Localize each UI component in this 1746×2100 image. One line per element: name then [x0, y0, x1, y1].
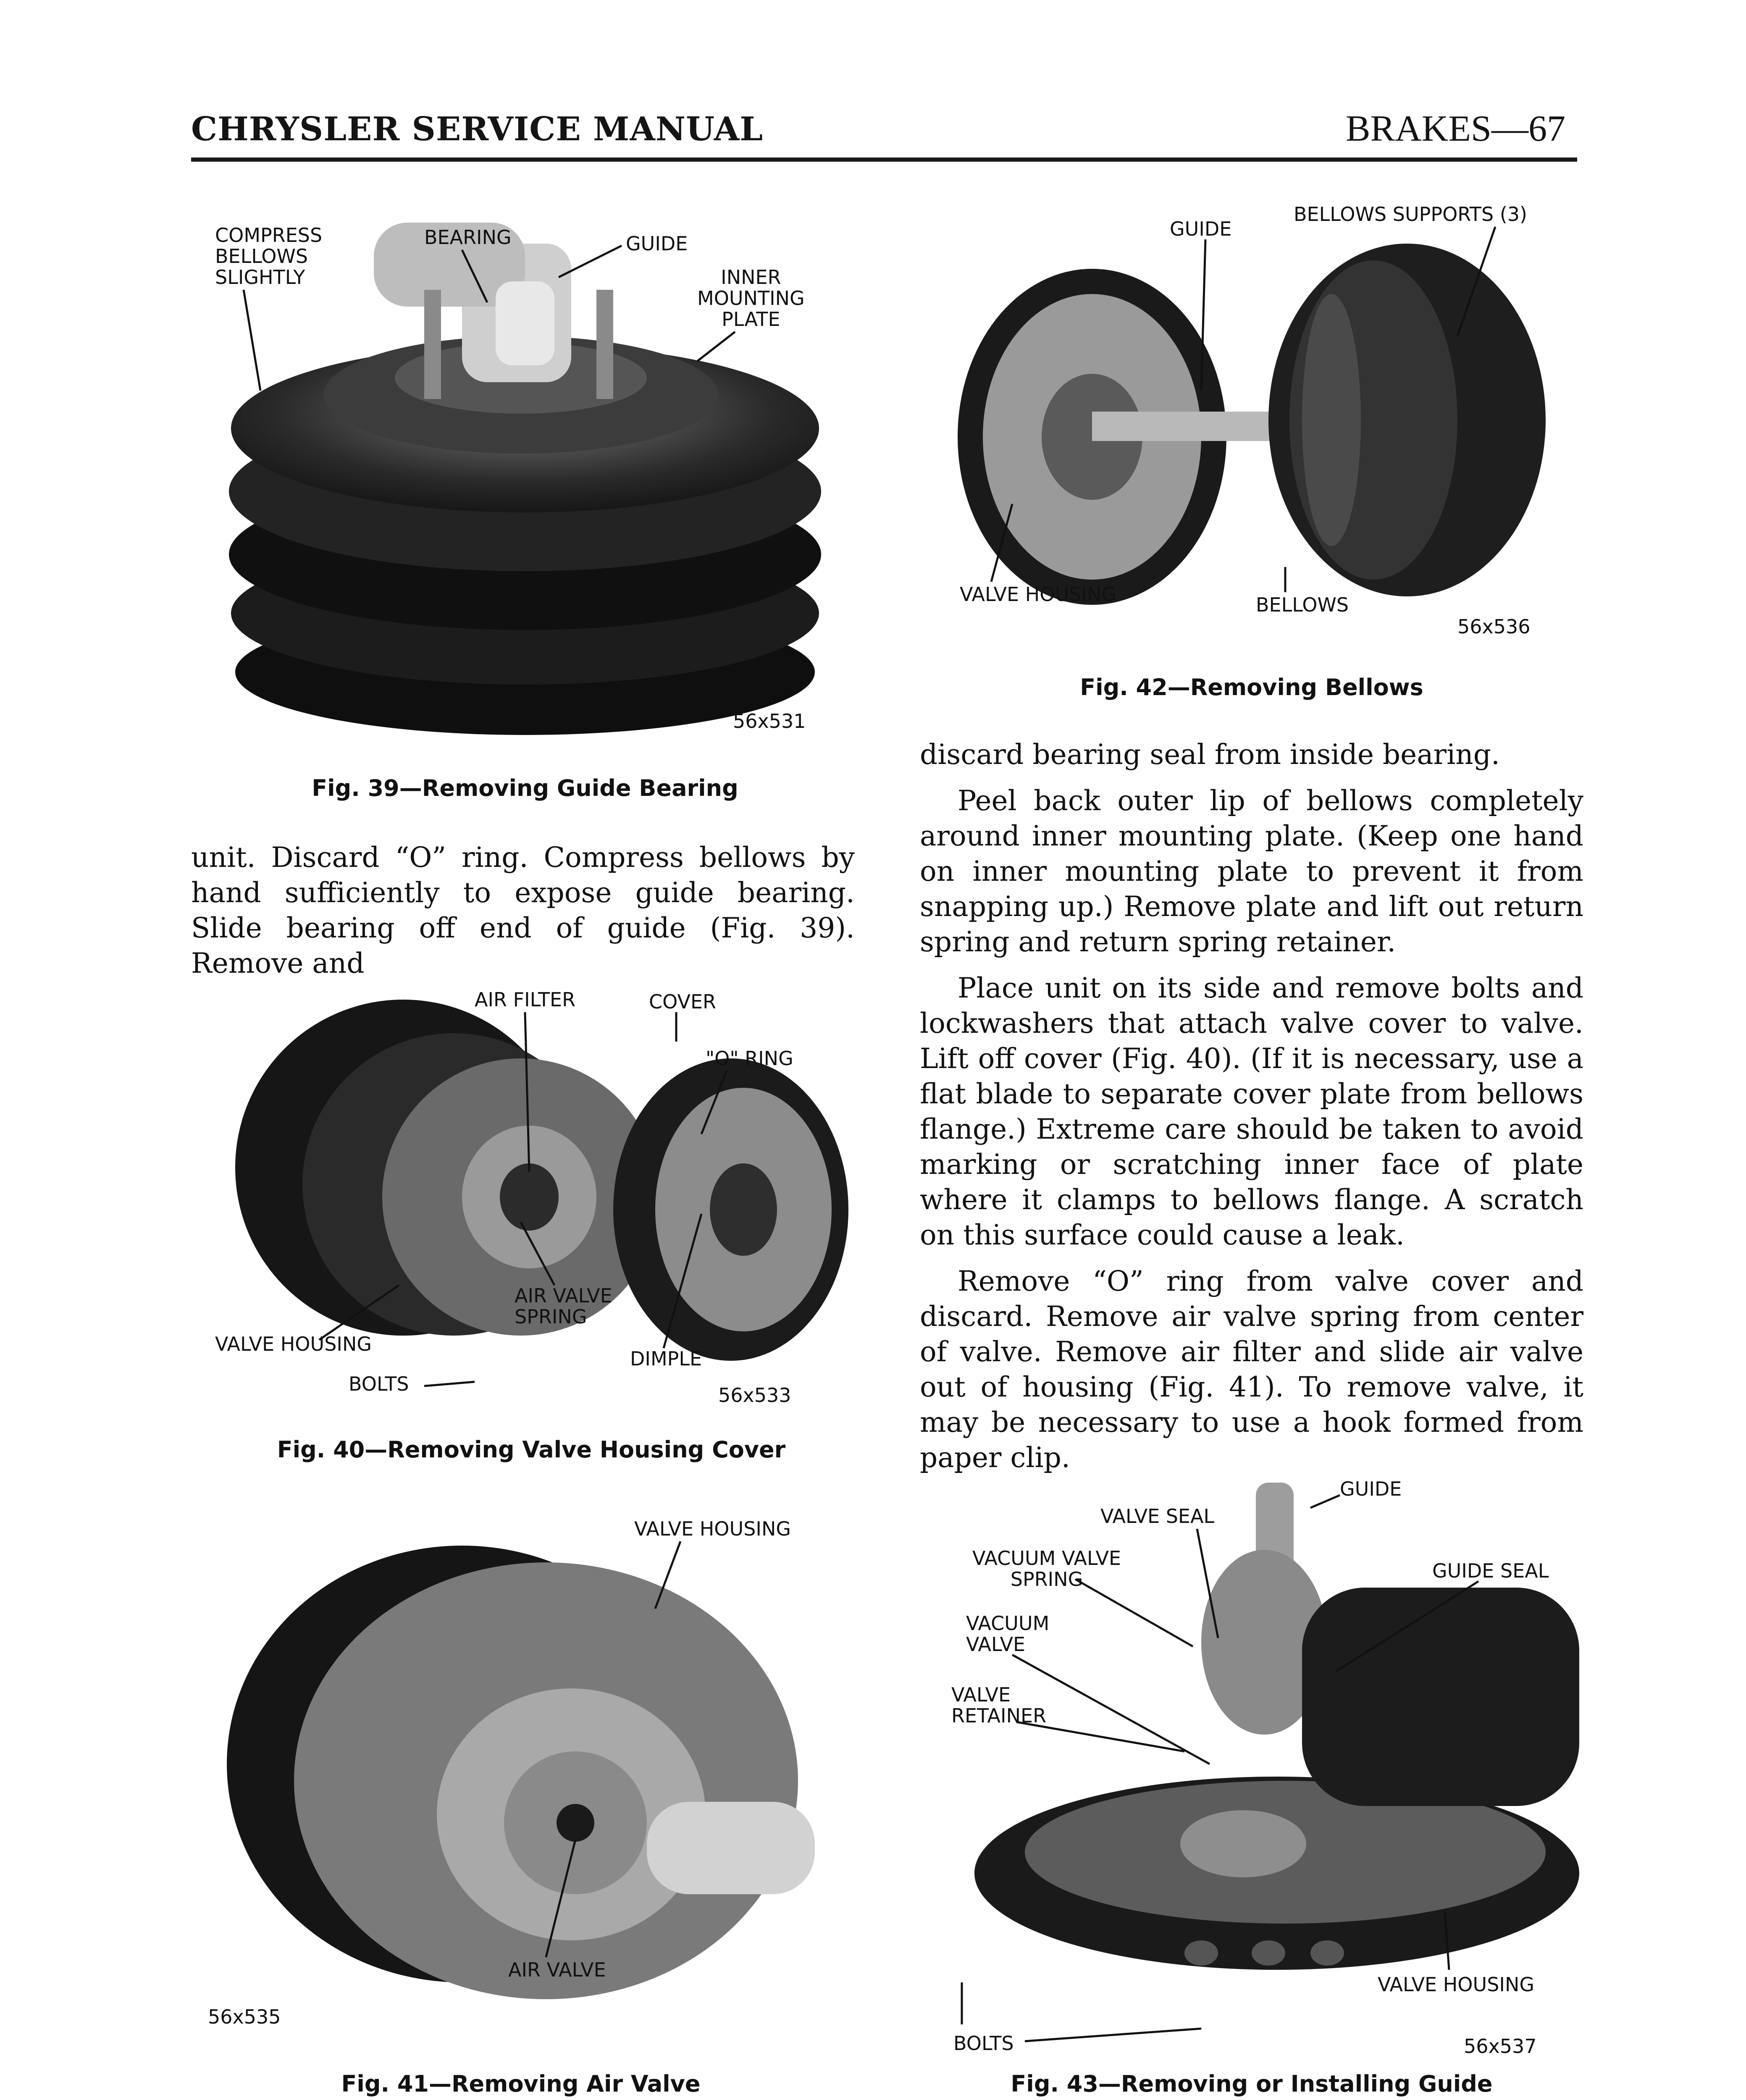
right-column-text: discard bearing seal from inside bearing. Peel back outer lip of bellows completely around inner mounting plate. (Keep one hand on inner mounting plate to prevent it from snapping up.) Remove plate and lift out return spring and return spring retainer. Place unit on its side and remove bolts and lockwashers that attach valve cover to valve. Lift off cover (Fig. 40). (If it is necessary, use a flat blade to separate cover plate from bellows flange.) Extreme care should be taken to avoid marking or scratching inner face of plate where it clamps to bellows flange. A scratch on this surface could cause a leak. Remove “O” ring from valve cover and discard. Remove air valve spring from center of valve. Remove air filter and slide air valve out of housing (Fig. 41). To remove valve, it may be necessary to use a hook formed from paper clip. — [920, 738, 1583, 1474]
fig42-code: 56x536 — [1457, 615, 1531, 638]
left-column-text: unit. Discard “O” ring. Compress bellows by hand sufficiently to expose guide bearing. Slide bearing off end of guide (Fig. 39). Remove and — [191, 841, 855, 979]
fig42-label-bellows-supports: BELLOWS SUPPORTS (3) — [1294, 203, 1527, 226]
fig43-code: 56x537 — [1464, 2035, 1537, 2058]
manual-title: CHRYSLER SERVICE MANUAL — [191, 110, 764, 148]
fig41-label-valve-housing: VALVE HOUSING — [634, 1517, 791, 1540]
fig43-label-valve-seal: VALVE SEAL — [1100, 1505, 1215, 1528]
fig40-label-air-filter: AIR FILTER — [475, 988, 576, 1011]
fig40-caption: Fig. 40—Removing Valve Housing Cover — [277, 1436, 786, 1463]
fig39-label-guide: GUIDE — [626, 232, 688, 255]
fig42-label-bellows: BELLOWS — [1256, 593, 1349, 616]
fig39-caption: Fig. 39—Removing Guide Bearing — [312, 775, 738, 801]
fig42-label-guide: GUIDE — [1170, 218, 1232, 240]
fig43-label-valve-retainer: VALVE RETAINER — [951, 1683, 1047, 1727]
fig40-label-bolts: BOLTS — [349, 1373, 409, 1395]
fig43-label-valve-housing: VALVE HOUSING — [1378, 1973, 1535, 1996]
fig43-label-guide: GUIDE — [1340, 1478, 1402, 1500]
fig43-label-guide-seal: GUIDE SEAL — [1432, 1559, 1549, 1582]
fig40-code: 56x533 — [718, 1384, 791, 1407]
fig40-label-valve-housing: VALVE HOUSING — [215, 1333, 372, 1355]
fig40-label-cover: COVER — [649, 990, 717, 1013]
fig39-label-inner-mounting-plate: INNER MOUNTING PLATE — [697, 266, 805, 331]
section-page-number: BRAKES—67 — [1345, 108, 1565, 149]
fig39-code: 56x531 — [733, 710, 806, 732]
fig41-label-air-valve: AIR VALVE — [508, 1958, 606, 1981]
fig40-label-air-valve-spring: AIR VALVE SPRING — [515, 1284, 612, 1328]
fig41-caption: Fig. 41—Removing Air Valve — [341, 2071, 701, 2097]
fig43-caption: Fig. 43—Removing or Installing Guide — [1011, 2071, 1493, 2097]
fig40-label-o-ring: "O" RING — [706, 1047, 793, 1070]
fig43-label-bolts: BOLTS — [953, 2032, 1014, 2055]
fig41-code: 56x535 — [208, 2006, 281, 2028]
fig42-label-valve-housing: VALVE HOUSING — [960, 583, 1117, 606]
fig43-label-vacuum-valve: VACUUM VALVE — [966, 1612, 1050, 1656]
fig39-label-bearing: BEARING — [424, 226, 512, 249]
fig40-label-dimple: DIMPLE — [630, 1347, 702, 1370]
fig43-label-vacuum-valve-spring: VACUUM VALVE SPRING — [972, 1547, 1121, 1591]
fig42-caption: Fig. 42—Removing Bellows — [1080, 674, 1423, 701]
fig39-label-compress: COMPRESS BELLOWS SLIGHTLY — [215, 224, 323, 289]
